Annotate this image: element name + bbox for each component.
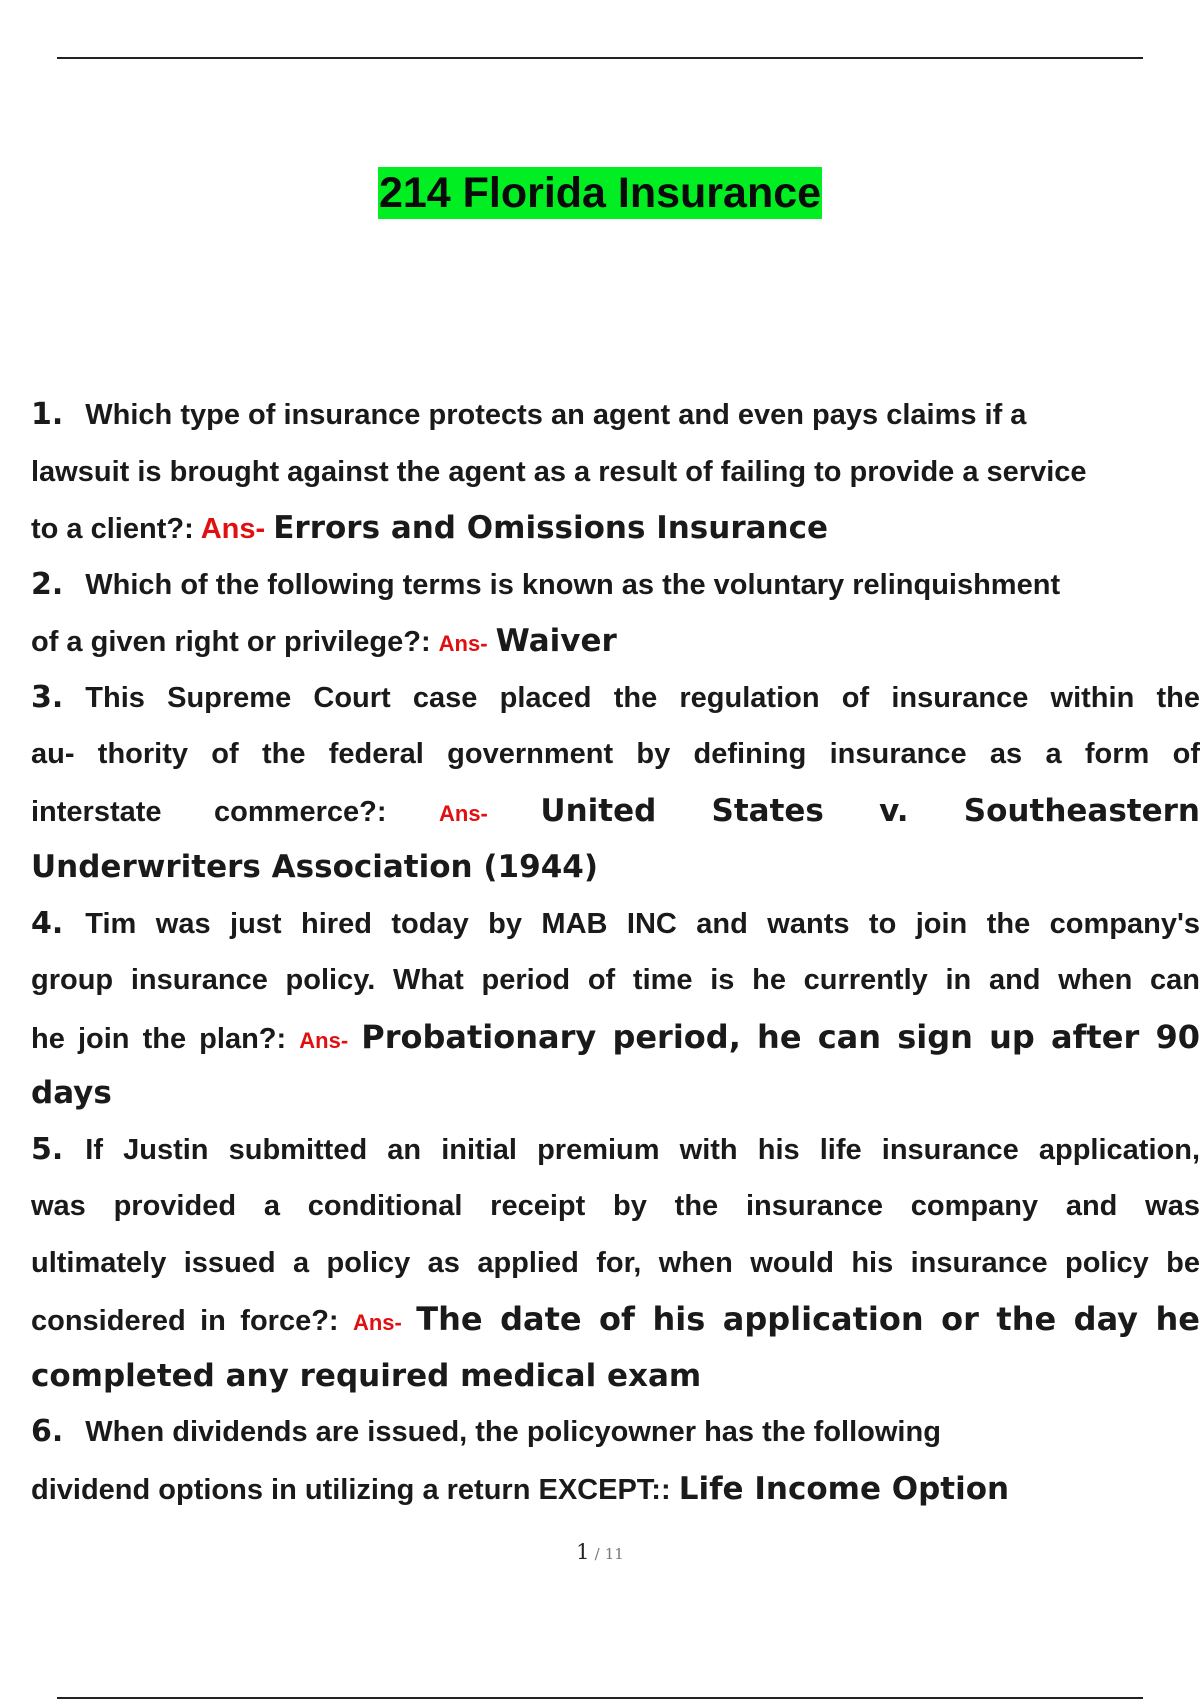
- question-1: [31, 387, 1200, 557]
- question-number: 1.: [31, 397, 64, 432]
- question-6: [31, 1404, 1200, 1517]
- question-3-line-3: [31, 783, 1200, 840]
- question-4-line-2: group insurance policy. What period of time is he currently in and when can: [31, 964, 1200, 996]
- question-5: [31, 1122, 1200, 1405]
- question-2-line-2: [31, 613, 1200, 670]
- question-1-line-2: lawsuit is brought against the agent as a result of failing to provide a service: [31, 455, 1087, 488]
- answer-text: United States v. Southeastern: [540, 792, 1200, 829]
- question-number: 5.: [31, 1131, 64, 1167]
- bottom-rule: [57, 1697, 1143, 1699]
- question-3-line-4: [31, 839, 1200, 896]
- answer-text: Life Income Option: [678, 1470, 1010, 1507]
- question-number: 3.: [31, 679, 64, 715]
- question-text: Tim was just hired today by MAB INC and wants to join the company's: [85, 907, 1200, 940]
- question-1-line-3: [31, 500, 1200, 557]
- question-number: 2.: [31, 566, 64, 602]
- question-3-line-2: au- thority of the federal government by defining insurance as a form of: [31, 738, 1200, 770]
- question-text: interstate commerce?:: [31, 795, 387, 828]
- question-text: of a given right or privilege?:: [31, 626, 431, 658]
- question-5-line-1: [31, 1122, 1200, 1179]
- question-2: [31, 557, 1200, 670]
- question-4-line-3: [31, 1009, 1200, 1066]
- question-text: to a client?:: [31, 513, 194, 545]
- question-text: he join the plan?:: [31, 1022, 287, 1055]
- question-2-line-1: [31, 557, 1200, 614]
- question-5-line-3: ultimately issued a policy as applied for, when would his insurance policy be: [31, 1246, 1200, 1279]
- question-3-line-1: [31, 670, 1200, 727]
- answer-prefix: Ans-: [352, 1310, 402, 1335]
- document-title: 214 Florida Insurance: [378, 169, 822, 217]
- question-4-line-1: [31, 896, 1200, 953]
- top-rule: [57, 57, 1143, 59]
- answer-prefix: Ans-: [438, 631, 488, 656]
- question-list: [31, 387, 1200, 1517]
- page-indicator: [0, 1540, 1200, 1564]
- question-text: Which type of insurance protects an agent and even pays claims if a: [85, 399, 1027, 431]
- answer-text: Underwriters Association (1944): [31, 849, 599, 885]
- question-3: [31, 670, 1200, 896]
- question-text: Which of the following terms is known as the voluntary relinquishment: [85, 568, 1061, 601]
- question-text: considered in force?:: [31, 1305, 339, 1337]
- answer-text: Probationary period, he can sign up after 90: [361, 1017, 1200, 1056]
- answer-text: Waiver: [495, 623, 617, 659]
- question-6-line-2: [31, 1461, 1200, 1518]
- title-container: [0, 167, 1200, 219]
- answer-text: Errors and Omissions Insurance: [273, 510, 829, 546]
- question-4-line-4: [31, 1065, 1200, 1122]
- answer-prefix: Ans-: [439, 800, 488, 826]
- answer-prefix: Ans-: [200, 513, 266, 545]
- answer-text: The date of his application or the day he: [416, 1300, 1200, 1338]
- question-number: 4.: [31, 905, 64, 941]
- question-5-line-5: [31, 1348, 1200, 1405]
- page-separator: /: [594, 1545, 600, 1563]
- question-5-line-4: [31, 1291, 1200, 1348]
- question-text: If Justin submitted an initial premium with his life insurance application,: [85, 1133, 1200, 1166]
- question-text: When dividends are issued, the policyowner has the following: [85, 1416, 941, 1448]
- page-current: 1: [576, 1540, 590, 1564]
- question-text: This Supreme Court case placed the regulation of insurance within the: [85, 681, 1200, 714]
- question-number: 6.: [31, 1414, 64, 1449]
- question-6-line-1: [31, 1404, 1200, 1461]
- page-total: 11: [604, 1545, 624, 1563]
- question-text: dividend options in utilizing a return EXCEPT::: [31, 1473, 671, 1506]
- answer-text: completed any required medical exam: [31, 1357, 702, 1394]
- question-5-line-2: was provided a conditional receipt by the insurance company and was: [31, 1190, 1200, 1222]
- question-1-line-1: [31, 387, 1200, 444]
- answer-prefix: Ans-: [299, 1027, 349, 1053]
- answer-text: days: [31, 1075, 112, 1111]
- question-4: [31, 896, 1200, 1122]
